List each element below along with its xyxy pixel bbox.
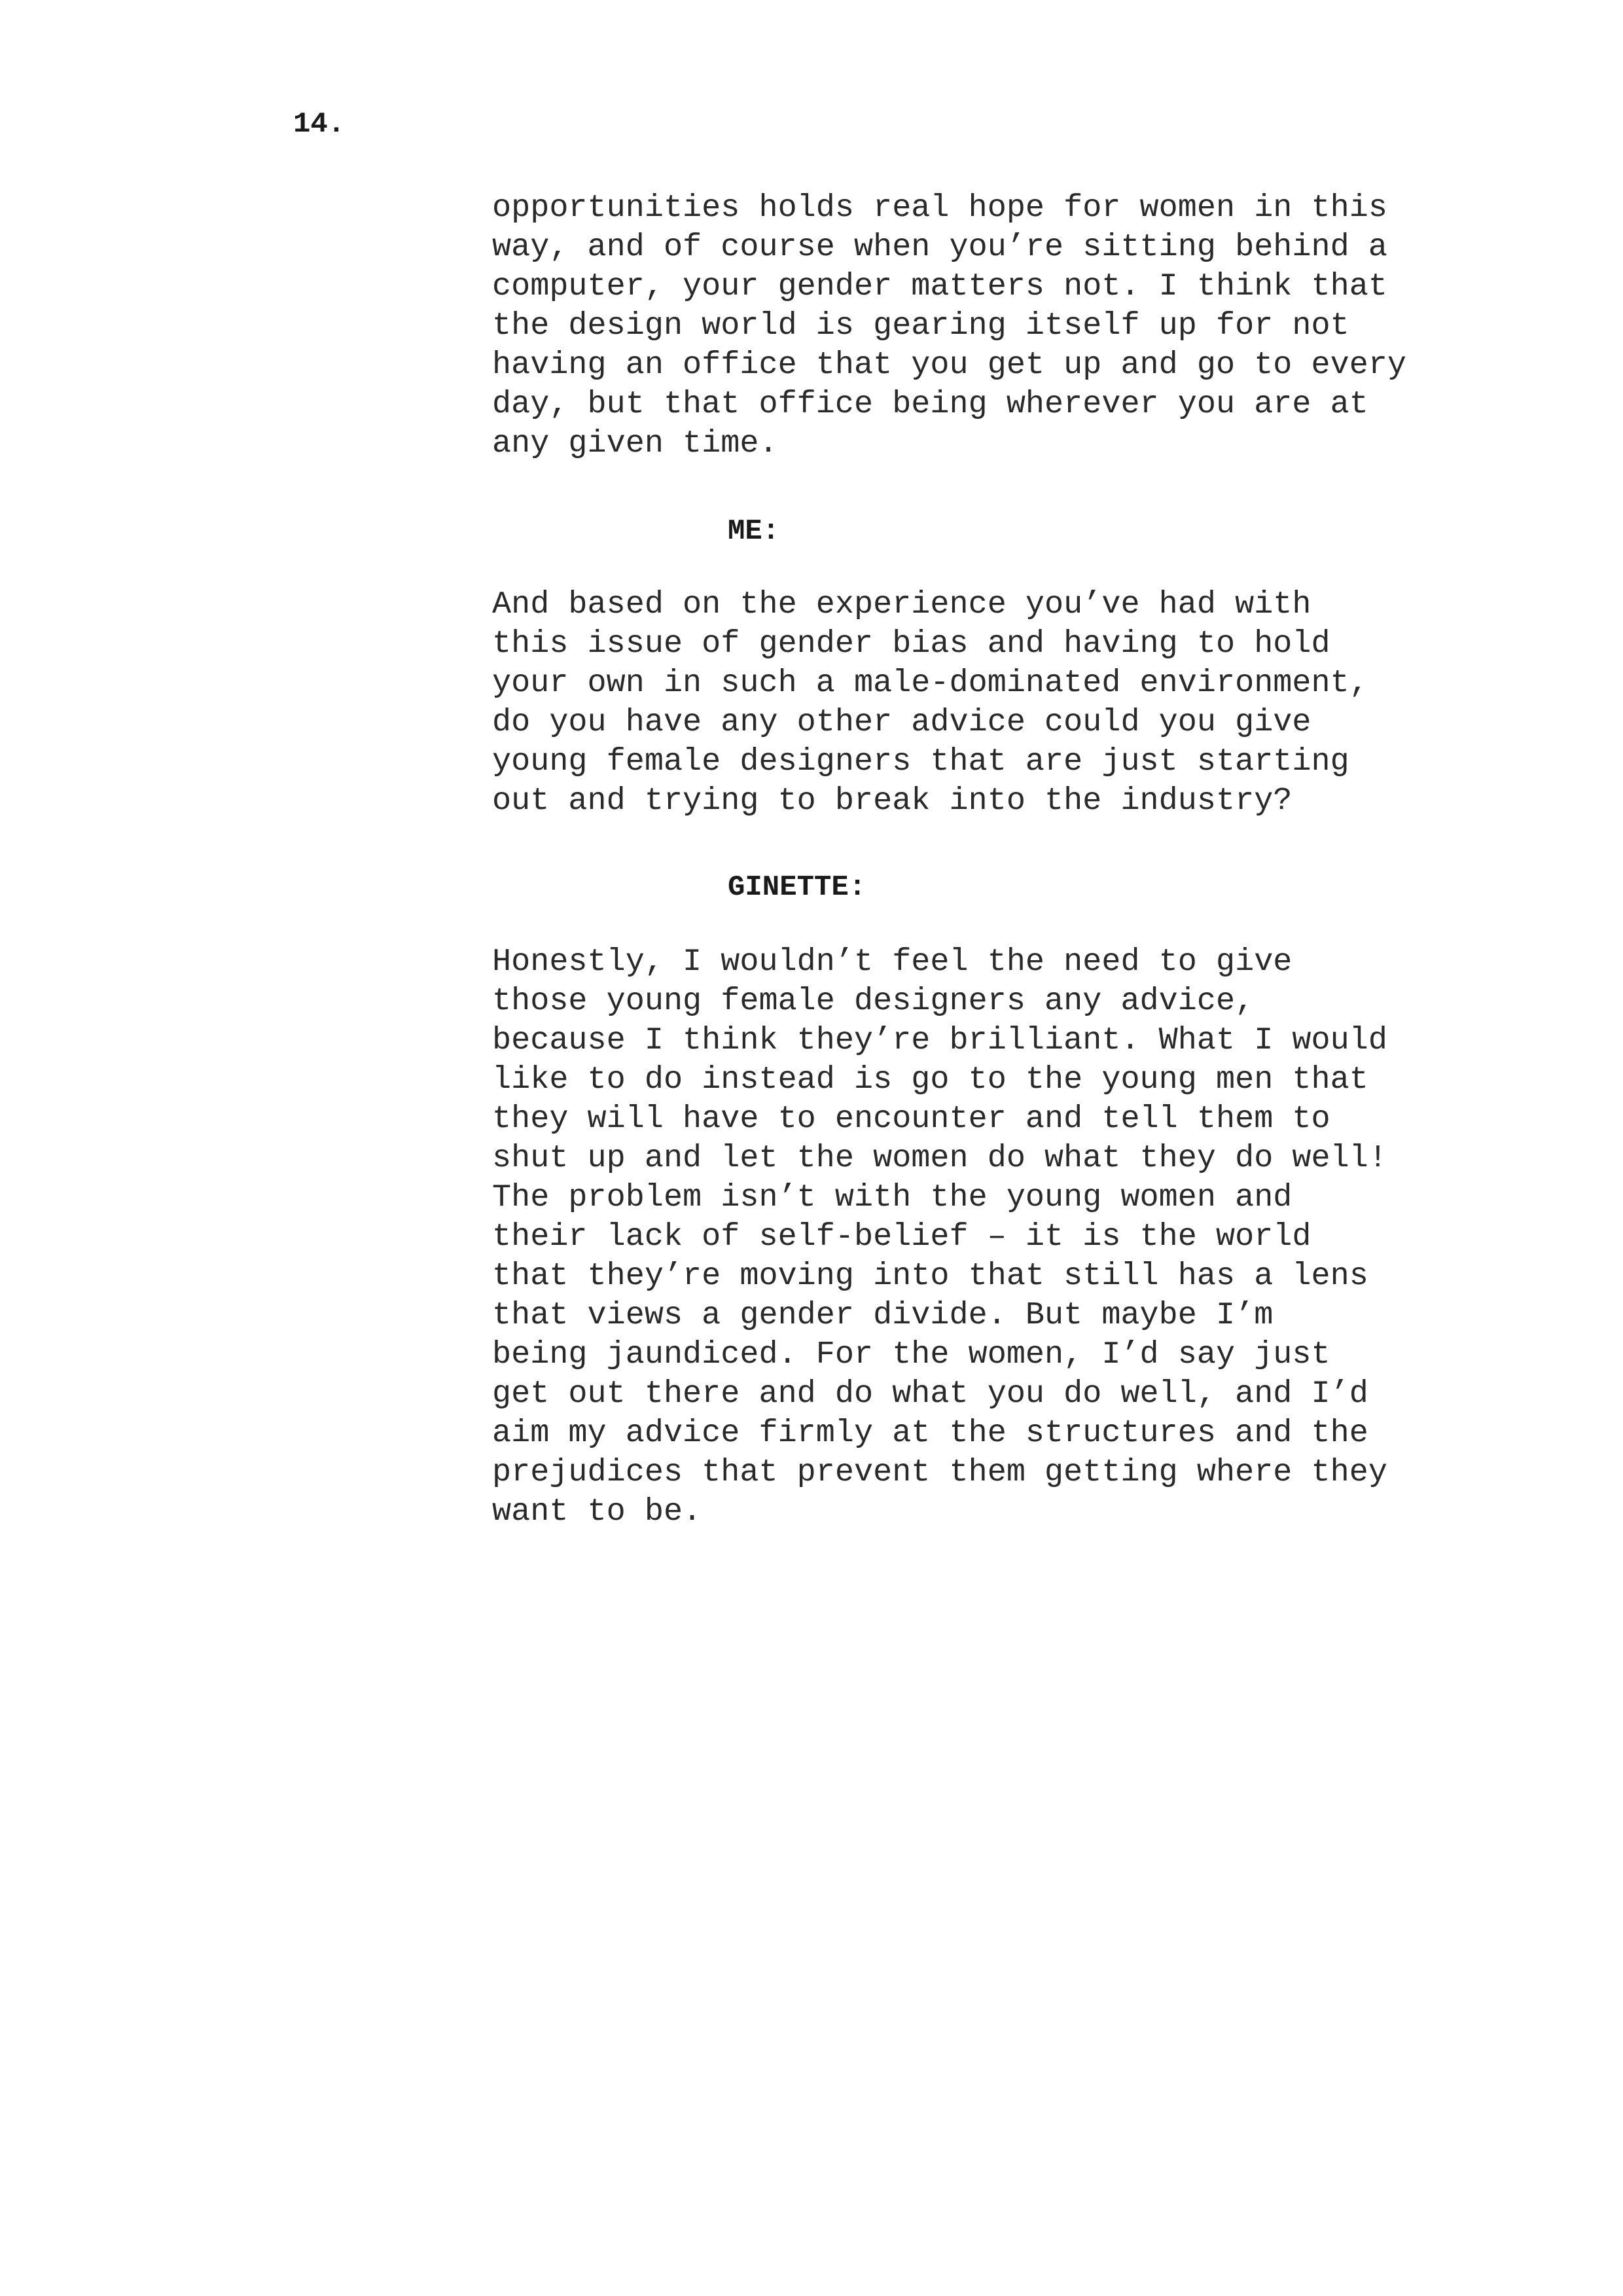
dialogue-block: And based on the experience you’ve had with this issue of gender bias and having to hold your own in such a male-dominated environment, do you have any other advice could you give young female designers that are just starting out and trying to break into the industry? bbox=[492, 586, 1368, 819]
dialogue-block: opportunities holds real hope for women in this way, and of course when you’re sitting behind a computer, your gender matters not. I think that the design world is gearing itself up for not having an office that you get up and go to every day, but that office being wherever you are at any given time. bbox=[492, 190, 1407, 461]
character-name-me: ME: bbox=[728, 515, 780, 548]
dialogue-block: Honestly, I wouldn’t feel the need to give those young female designers any advice, because I think they’re brilliant. What I would like to do instead is go to the young men that they will have to encounter and tell them to shut up and let the women do what they do well! The problem isn’t with the young women and their lack of self-belief – it is the world that they’re moving into that still has a lens that views a gender divide. But maybe I’m being jaundiced. For the women, I’d say just get out there and do what you do well, and I’d aim my advice firmly at the structures and the prejudices that prevent them getting where they want to be. bbox=[492, 944, 1387, 1530]
character-name-ginette: GINETTE: bbox=[728, 871, 866, 904]
page-number: 14. bbox=[293, 108, 346, 141]
